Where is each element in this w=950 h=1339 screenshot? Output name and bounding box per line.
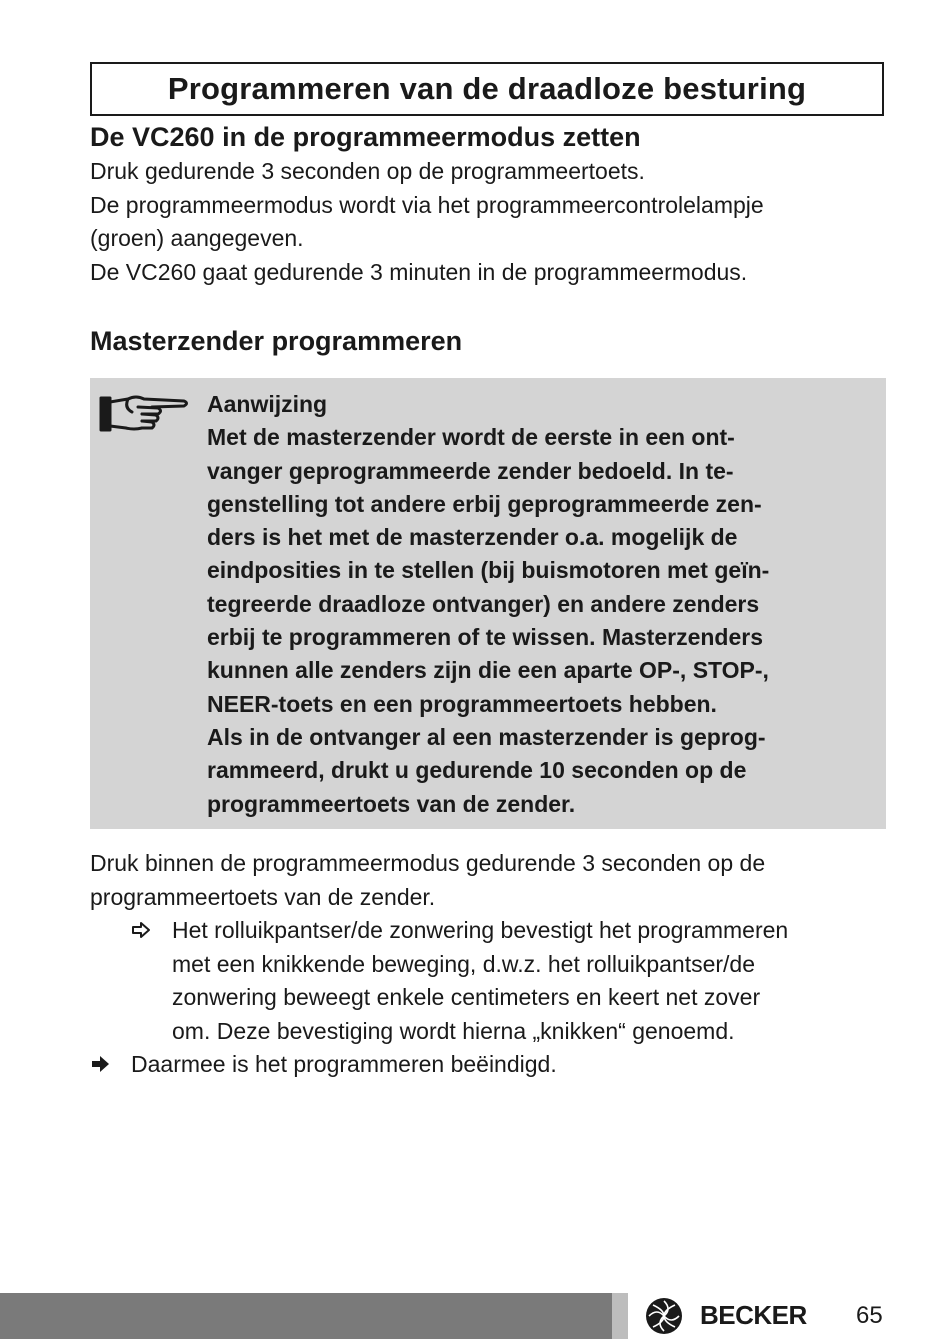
note-line: Met de masterzender wordt de eerste in een ont- [207,424,735,451]
paragraph-line: De VC260 gaat gedurende 3 minuten in de programmeermodus. [90,258,748,285]
note-line: rammeerd, drukt u gedurende 10 seconden op de [207,757,747,784]
note-text [207,388,877,821]
programming-mode-paragraph [90,155,890,289]
result-text [172,914,890,1048]
becker-logo-icon [645,1297,683,1335]
note-line: tegreerde draadloze ontvanger) en andere zenders [207,590,760,617]
footer-bar-accent [612,1293,628,1339]
note-line: ders is het met de masterzender o.a. mogelijk de [207,524,738,551]
page-title-box [90,62,884,116]
paragraph-line: Druk binnen de programmeermodus gedurende 3 seconden op de [90,850,766,876]
paragraph-line: Druk gedurende 3 seconden op de programmeertoets. [90,158,645,184]
pointing-hand-icon [98,390,190,438]
paragraph-line: programmeertoets van de zender. [90,883,436,910]
note-line: eindposities in te stellen (bij buismotoren met geïn- [207,557,770,584]
footer-bar [0,1293,612,1339]
paragraph-line: (groen) aangegeven. [90,225,304,251]
outline-arrow-right-icon [130,919,152,941]
section-heading-master-transmitter: Masterzender programmeren [90,326,463,356]
section-heading-programming-mode: De VC260 in de programmeermodus zetten [90,122,641,152]
note-line: genstelling tot andere erbij geprogrammeerde zen- [207,490,762,517]
result-line: Het rolluikpantser/de zonwering bevestigt het programmeren [172,917,789,943]
paragraph-line: De programmeermodus wordt via het programmeercontrolelampje [90,191,764,218]
note-heading: Aanwijzing [207,391,328,417]
page-number: 65 [856,1302,883,1329]
final-text: Daarmee is het programmeren beëindigd. [131,1051,557,1077]
result-line: om. Deze bevestiging wordt hierna „knikken“ genoemd. [172,1017,735,1044]
note-line: programmeertoets van de zender. [207,790,576,817]
solid-arrow-right-icon [90,1054,110,1074]
note-line: Als in de ontvanger al een masterzender is geprog- [207,723,766,750]
note-line: vanger geprogrammeerde zender bedoeld. In te- [207,457,734,484]
note-line: erbij te programmeren of te wissen. Masterzenders [207,624,764,651]
note-line: kunnen alle zenders zijn die een aparte OP-, STOP-, [207,657,769,684]
result-line: zonwering beweegt enkele centimeters en keert net zover [172,984,761,1010]
brand-name: BECKER [700,1300,807,1330]
instruction-paragraph [90,847,890,914]
page-title: Programmeren van de draadloze besturing [167,71,807,106]
note-line: NEER-toets en een programmeertoets hebben. [207,690,717,717]
result-line: met een knikkende beweging, d.w.z. het rolluikpantser/de [172,950,756,977]
note-box [90,378,886,829]
